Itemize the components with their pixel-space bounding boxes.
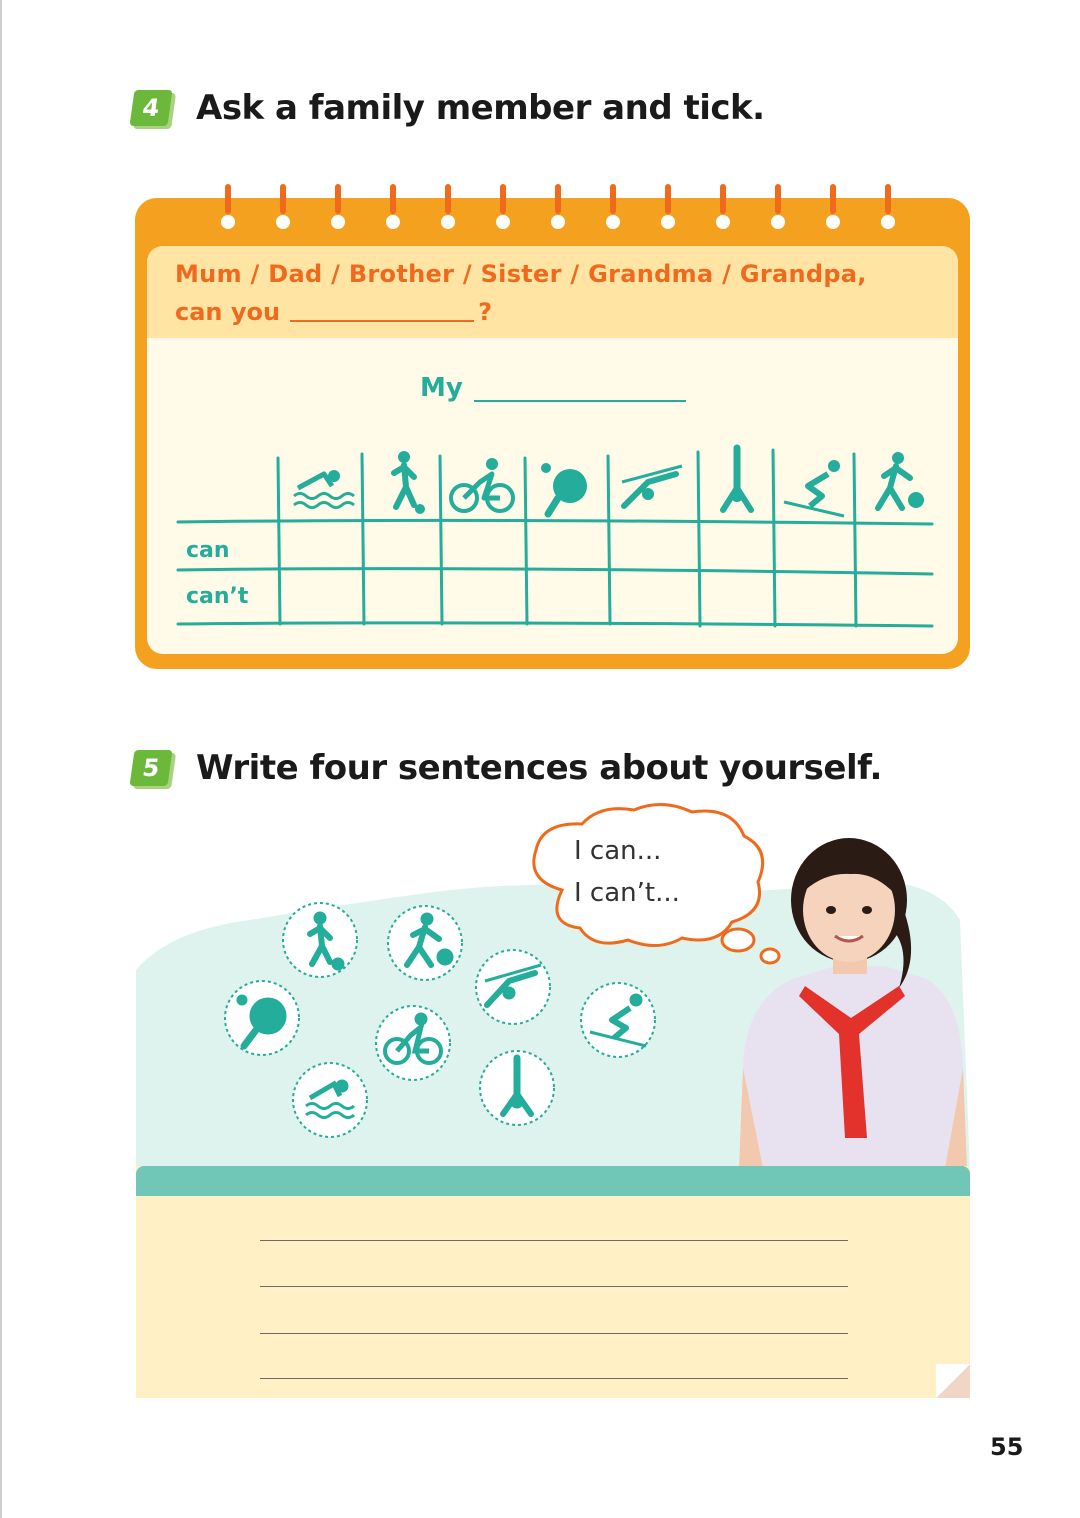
cycling-icon — [373, 1003, 453, 1087]
ping-pong-icon — [222, 978, 302, 1062]
basketball-icon — [878, 452, 924, 508]
handstand-icon — [477, 1048, 557, 1132]
handstand-icon — [723, 448, 751, 510]
football-icon — [280, 900, 360, 984]
spiral-ring — [272, 184, 294, 234]
family-member-blank[interactable] — [474, 400, 686, 402]
writing-box — [136, 1166, 970, 1398]
spiral-ring — [657, 184, 679, 234]
question-blank[interactable] — [290, 319, 474, 322]
page-edge — [0, 0, 2, 1518]
grid-line-top — [178, 520, 932, 524]
ping-pong-icon — [541, 463, 587, 514]
spiral-ring — [217, 184, 239, 234]
girl-photo — [735, 838, 970, 1170]
spiral-ring — [822, 184, 844, 234]
exercise-number-badge: 5 — [129, 750, 172, 786]
writing-line-1[interactable] — [260, 1240, 848, 1241]
skiing-icon — [578, 980, 658, 1064]
swimming-icon — [294, 470, 354, 508]
question-mark: ? — [478, 298, 493, 326]
spiral-ring — [877, 184, 899, 234]
my-label: My — [420, 373, 463, 403]
basketball-icon — [385, 903, 465, 987]
spiral-ring — [492, 184, 514, 234]
question-line-1: Mum / Dad / Brother / Sister / Grandma / Grandpa, — [175, 260, 867, 288]
bubble-line-1: I can... — [574, 836, 662, 866]
exercise-4-title: Ask a family member and tick. — [196, 88, 765, 128]
row-label-can: can — [186, 538, 230, 563]
exercise-5-header — [132, 748, 882, 788]
exercise-5-title: Write four sentences about yourself. — [196, 748, 882, 788]
swimming-icon — [290, 1060, 370, 1144]
bubble-line-2: I can’t... — [574, 878, 680, 908]
writing-line-2[interactable] — [260, 1286, 848, 1287]
skiing-icon — [784, 460, 844, 516]
spiral-ring — [602, 184, 624, 234]
writing-line-3[interactable] — [260, 1333, 848, 1334]
grid-line-middle — [178, 569, 932, 574]
exercise-number-badge: 4 — [129, 90, 172, 126]
tick-grid — [170, 440, 940, 640]
cycling-icon — [451, 458, 513, 511]
question-line-2 — [175, 298, 492, 326]
writing-box-header-bar — [136, 1166, 970, 1196]
writing-line-4[interactable] — [260, 1378, 848, 1379]
football-icon — [394, 451, 425, 514]
question-prefix: can you — [175, 298, 281, 326]
page-number: 55 — [990, 1433, 1024, 1461]
spiral-ring — [437, 184, 459, 234]
grid-line-bottom — [178, 623, 932, 626]
spiral-ring — [767, 184, 789, 234]
high-jump-icon — [622, 466, 682, 506]
spiral-ring — [547, 184, 569, 234]
exercise-4-header — [132, 88, 765, 128]
page-curl — [936, 1364, 970, 1398]
row-label-cant: can’t — [186, 584, 249, 609]
spiral-ring — [382, 184, 404, 234]
spiral-ring — [327, 184, 349, 234]
spiral-ring — [712, 184, 734, 234]
